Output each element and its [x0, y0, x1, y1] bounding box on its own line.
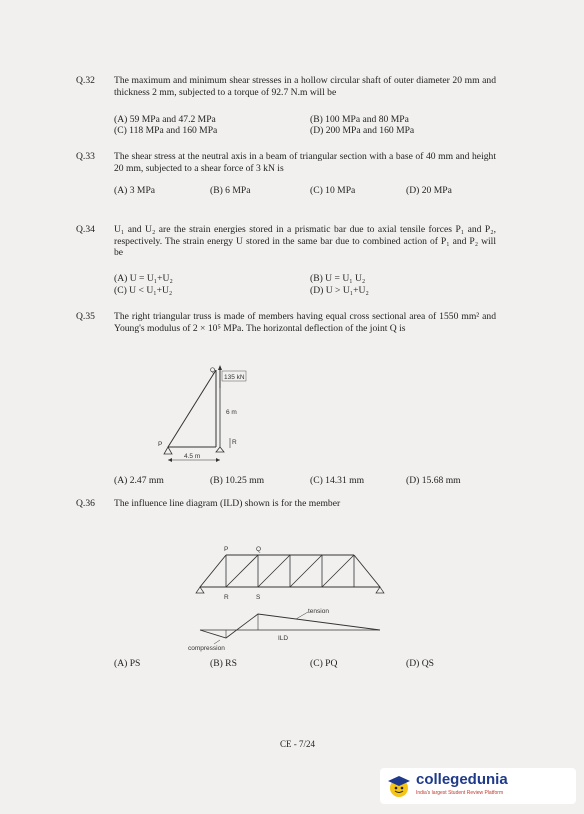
option-b: (B) 6 MPa: [210, 185, 251, 196]
option-a: (A) 3 MPa: [114, 185, 156, 196]
tension-label: tension: [308, 608, 329, 615]
node-label-q: Q: [256, 546, 262, 553]
option-b: (B) 100 MPa and 80 MPa: [310, 114, 409, 125]
height-label: 6 m: [226, 409, 237, 416]
question-number: Q.33: [76, 151, 95, 162]
option-c: (C) 10 MPa: [310, 185, 356, 196]
question-32: [76, 75, 500, 105]
question-number: Q.32: [76, 75, 95, 86]
logo-name: collegedunia: [416, 771, 508, 788]
option-c: (C) 14.31 mm: [310, 475, 365, 486]
node-label-s: S: [256, 594, 261, 601]
ild-line: [200, 614, 380, 638]
question-number: Q.34: [76, 224, 95, 235]
node-label-q: Q: [210, 367, 216, 374]
question-36: [76, 498, 500, 512]
graduation-cap-icon: [386, 773, 412, 799]
roller-support-icon: [216, 447, 224, 452]
option-d: (D) 15.68 mm: [406, 475, 461, 486]
option-a: (A) PS: [114, 658, 141, 669]
option-a: (A) U = U₁+U₂: [114, 273, 173, 284]
option-c: (C) 118 MPa and 160 MPa: [114, 125, 218, 136]
option-b: (B) U = U₁ U₂: [310, 273, 366, 284]
option-c: (C) U < U₁+U₂: [114, 285, 173, 296]
option-d: (D) 200 MPa and 160 MPa: [310, 125, 415, 136]
question-text: U₁ and U₂ are the strain energies stored in a prismatic bar due to axial tensile forces P₁ and P₂, respectively. The strain energy U stored in the same bar due to combined action of P₁ and P₂ will be: [114, 224, 496, 259]
ild-label: ILD: [278, 635, 289, 642]
question-number: Q.36: [76, 498, 95, 509]
option-c: (C) PQ: [310, 658, 338, 669]
question-text: The shear stress at the neutral axis in a beam of triangular section with a base of 40 mm and height 20 mm, subjected to a shear force of 3 kN is: [114, 151, 496, 174]
pin-support-icon: [164, 447, 172, 454]
option-b: (B) RS: [210, 658, 237, 669]
logo-tagline: India's largest Student Review Platform: [416, 790, 504, 796]
page-footer: CE - 7/24: [280, 739, 315, 749]
question-number: Q.35: [76, 311, 95, 322]
question-35: [76, 311, 500, 351]
roller-support-icon: [376, 587, 384, 593]
node-label-r: R: [232, 439, 237, 446]
member-pq: [168, 370, 216, 447]
compression-label: compression: [188, 645, 225, 652]
pin-support-icon: [196, 587, 204, 593]
question-text: The maximum and minimum shear stresses in a hollow circular shaft of outer diameter 20 mm and thickness 2 mm, subjected to a torque of 92.7 N.m will be: [114, 75, 496, 98]
collegedunia-logo: [380, 768, 576, 804]
option-b: (B) 10.25 mm: [210, 475, 265, 486]
load-label: 135 kN: [224, 374, 245, 381]
option-d: (D) QS: [406, 658, 434, 669]
question-text: The influence line diagram (ILD) shown is for the member: [114, 498, 341, 509]
option-a: (A) 2.47 mm: [114, 475, 164, 486]
option-d: (D) U > U₁+U₂: [310, 285, 369, 296]
question-text: The right triangular truss is made of members having equal cross sectional area of 1550 mm² and Young's modulus of 2 × 10⁵ MPa. The horizontal deflection of the joint Q is: [114, 311, 496, 334]
question-34: [76, 224, 500, 264]
ild-figure: [180, 542, 400, 652]
node-label-p: P: [158, 441, 163, 448]
truss-figure: [140, 362, 300, 468]
question-33: [76, 151, 500, 181]
node-label-p: P: [224, 546, 229, 553]
option-a: (A) 59 MPa and 47.2 MPa: [114, 114, 216, 125]
node-label-r: R: [224, 594, 229, 601]
option-d: (D) 20 MPa: [406, 185, 452, 196]
width-label: 4.5 m: [184, 453, 201, 460]
